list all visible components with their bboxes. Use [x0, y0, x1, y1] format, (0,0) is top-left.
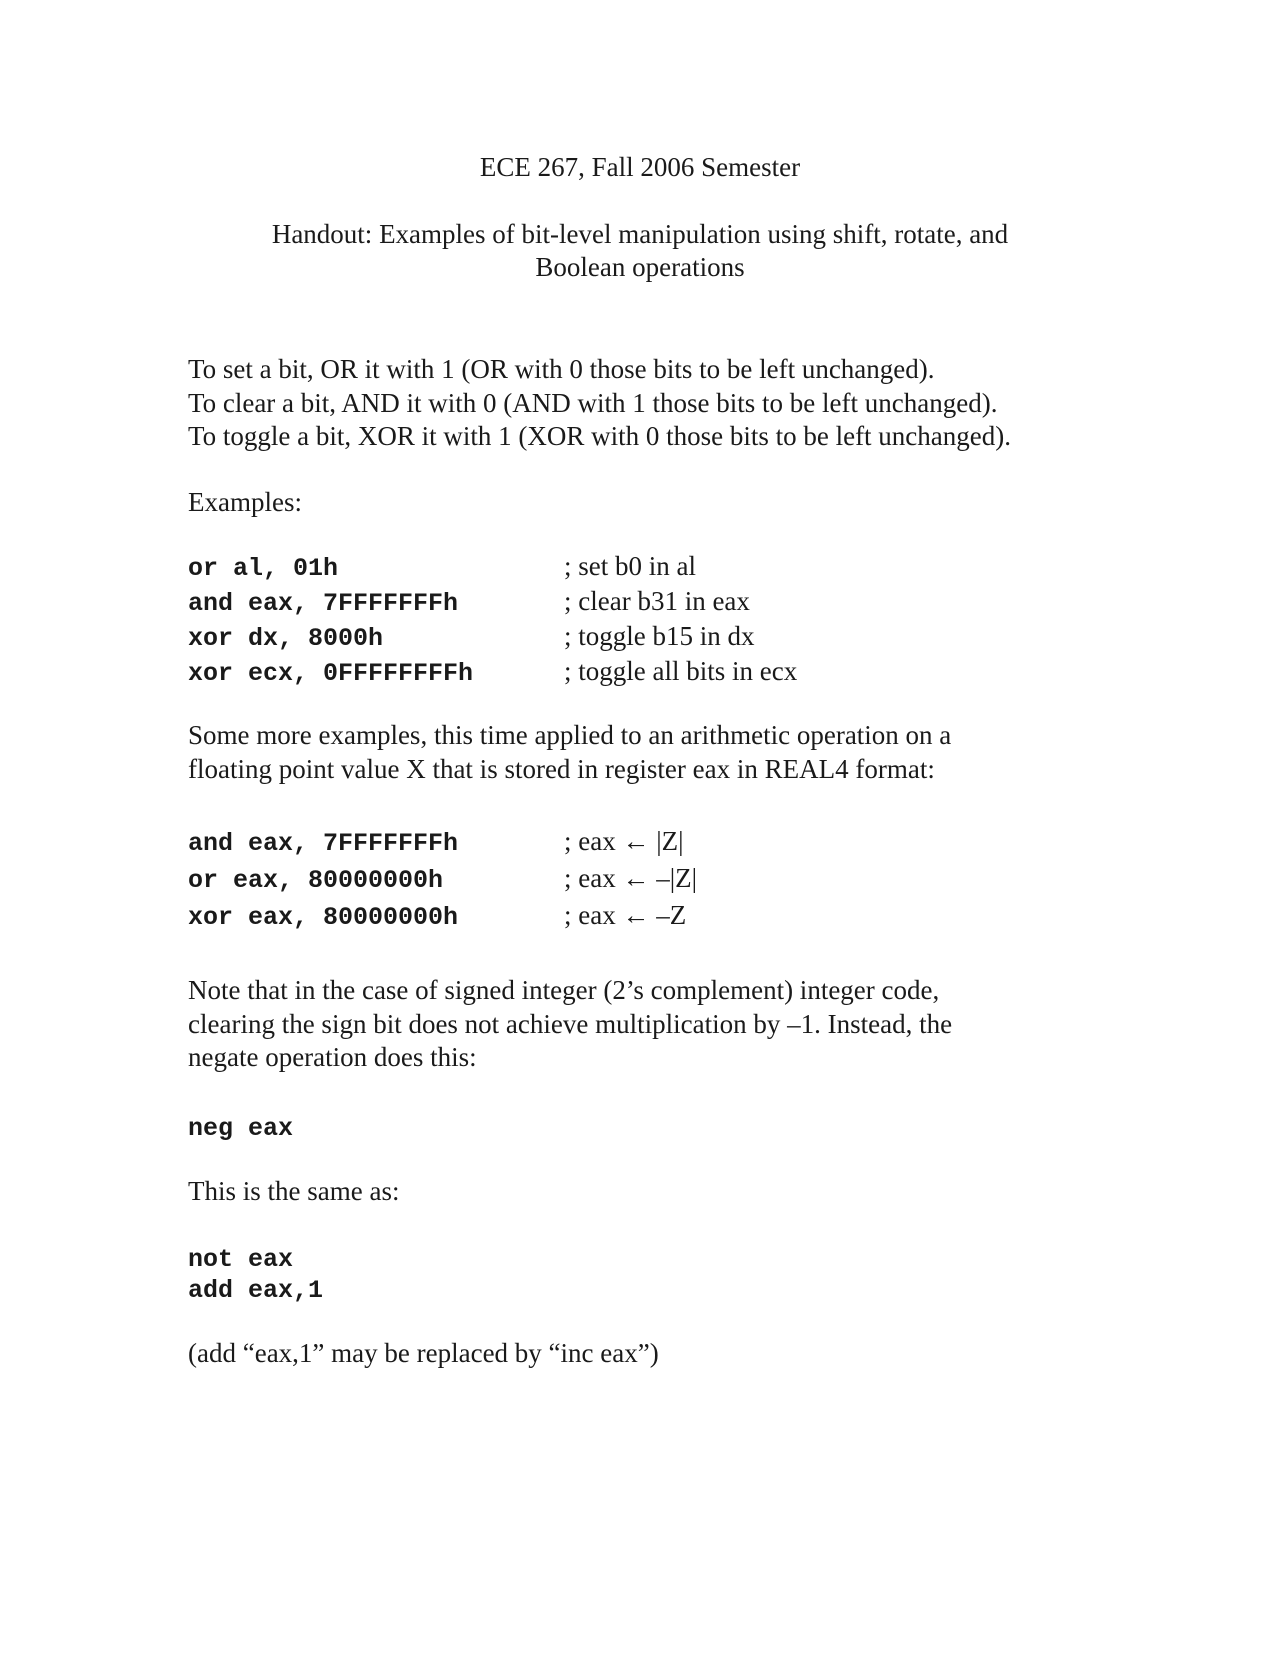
examples-table [188, 551, 797, 691]
float-example-comment: ; eax ← –Z [564, 900, 687, 930]
handout-title-line-1: Handout: Examples of bit-level manipulation using shift, rotate, and [271, 219, 1009, 249]
float-example-row [188, 900, 697, 937]
neg-code-line: neg eax [188, 1114, 294, 1143]
note-line-3: negate operation does this: [188, 1042, 477, 1072]
examples-label-text: Examples: [188, 487, 302, 517]
example-row [188, 621, 797, 656]
equivalent-code [188, 1244, 323, 1306]
neg-code [188, 1113, 293, 1144]
float-intro-line-2: floating point value X that is stored in register eax in REAL4 format: [188, 753, 935, 784]
float-example-code: or eax, 80000000h [188, 866, 444, 895]
float-example-comment: ; eax ← |Z| [564, 826, 684, 856]
float-intro-line-1: Some more examples, this time applied to an arithmetic operation on a [188, 720, 952, 750]
example-code: or al, 01h [188, 554, 339, 583]
examples-label [188, 486, 1108, 520]
float-example-comment: ; eax ← –|Z| [564, 863, 698, 893]
neg-note [188, 974, 1108, 1075]
footnote [188, 1337, 1108, 1371]
handout-title-line-2: Boolean operations [535, 252, 745, 282]
footnote-text: (add “eax,1” may be replaced by “inc eax”) [188, 1338, 659, 1368]
example-comment: ; toggle b15 in dx [564, 621, 755, 651]
float-examples-table [188, 826, 697, 937]
bit-rules [188, 353, 1108, 454]
float-example-code: and eax, 7FFFFFFFh [188, 829, 459, 858]
float-example-row [188, 863, 697, 900]
note-line-2: clearing the sign bit does not achieve multiplication by –1. Instead, the [188, 1008, 953, 1039]
course-title: ECE 267, Fall 2006 Semester [479, 152, 801, 182]
example-row [188, 656, 797, 691]
example-comment: ; toggle all bits in ecx [564, 656, 798, 686]
example-row [188, 586, 797, 621]
float-intro [188, 719, 1108, 786]
float-example-row [188, 826, 697, 863]
equivalent-code-line: add eax,1 [188, 1276, 324, 1305]
rule-set-bit: To set a bit, OR it with 1 (OR with 0 those bits to be left unchanged). [188, 354, 935, 384]
float-example-code: xor eax, 80000000h [188, 903, 459, 932]
note-line-1: Note that in the case of signed integer (2’s complement) integer code, [188, 975, 940, 1005]
example-code: and eax, 7FFFFFFFh [188, 589, 459, 618]
example-code: xor dx, 8000h [188, 624, 384, 653]
example-comment: ; clear b31 in eax [564, 586, 750, 616]
example-code: xor ecx, 0FFFFFFFFh [188, 659, 474, 688]
same-as [188, 1175, 1108, 1209]
rule-toggle-bit: To toggle a bit, XOR it with 1 (XOR with 0 those bits to be left unchanged). [188, 421, 1011, 451]
equivalent-code-line: not eax [188, 1245, 294, 1274]
rule-clear-bit: To clear a bit, AND it with 0 (AND with 1 those bits to be left unchanged). [188, 387, 998, 418]
example-row [188, 551, 797, 586]
same-as-text: This is the same as: [188, 1176, 400, 1206]
example-comment: ; set b0 in al [564, 551, 696, 581]
